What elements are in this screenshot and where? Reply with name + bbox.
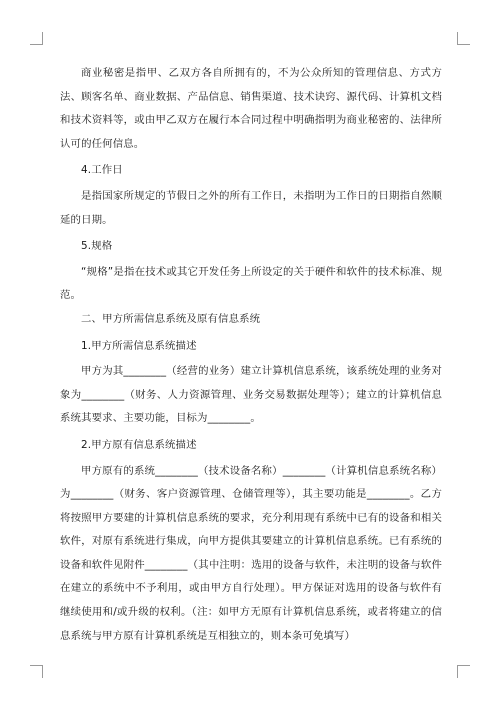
heading-existing-system: 2.甲方原有信息系统描述 (81, 438, 197, 451)
paragraph-working-day-definition: 是指国家所规定的节假日之外的所有工作日，未指明为工作日的日期指自然顺延的日期。 (60, 189, 442, 226)
crop-mark-top-left (30, 32, 43, 45)
paragraph-specification-definition: “规格”是指在技术或其它开发任务上所设定的关于硬件和软件的技术标准、规范。 (60, 265, 442, 302)
paragraph-trade-secret-definition: 商业秘密是指甲、乙双方各自所拥有的，不为公众所知的管理信息、方式方法、顾客名单、商业数据、产品信息、销售渠道、技术诀窍、源代码、计算机文档和技术资料等，或由甲乙双方在履行本合同过程中明确指明为商业秘密的、法律所认可的任何信息。 (60, 67, 442, 150)
crop-mark-bottom-right (457, 665, 470, 678)
crop-mark-bottom-left (30, 665, 43, 678)
section-heading-information-systems: 二、甲方所需信息系统及原有信息系统 (81, 312, 261, 325)
heading-required-system: 1.甲方所需信息系统描述 (81, 339, 197, 352)
heading-working-day: 4.工作日 (81, 164, 123, 177)
heading-specification: 5.规格 (81, 240, 113, 253)
document-body (60, 62, 442, 648)
crop-mark-top-right (457, 32, 470, 45)
paragraph-required-system: 甲方为其________（经营的业务）建立计算机信息系统，该系统处理的业务对象为________（财务、人力资源管理、业务交易数据处理等）；建立的计算机信息系统其要求、主要功能，目标为________。 (60, 365, 442, 425)
paragraph-existing-system: 甲方原有的系统________（技术设备名称）________（计算机信息系统名称）为________（财务、客户资源管理、仓储管理等），其主要功能是________。乙方将按照甲方要建的计算机信息系统的要求，充分利用现有系统中已有的设备和相关软件，对原有系统进行集成，向甲方提供其要建立的计算机信息系统。已有系统的设备和软件见附件________（其中注明：选用的设备与软件，未注明的设备与软件在建立的系统中不予利用，或由甲方自行处理）。甲方保证对选用的设备与软件有继续使用和/或升级的权利。（注：如甲方无原有计算机信息系统，或者将建立的信息系统与甲方原有计算机系统是互相独立的，则本条可免填写） (60, 464, 442, 642)
